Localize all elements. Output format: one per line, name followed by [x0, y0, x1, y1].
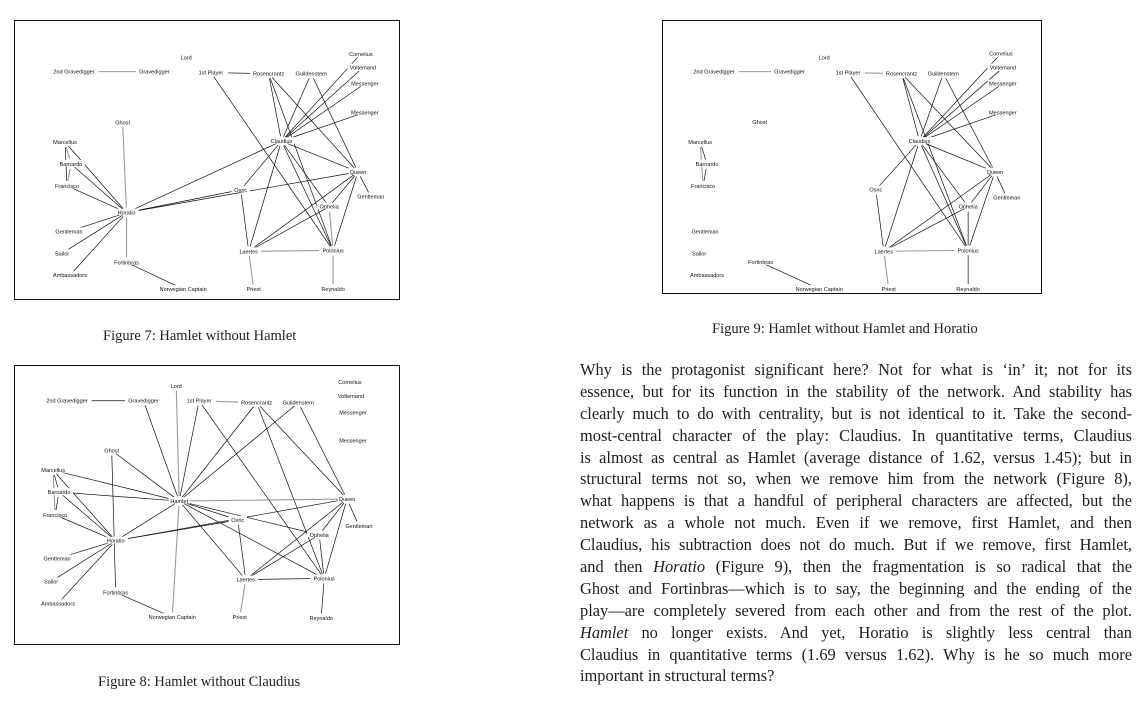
node-label: Reynaldo — [956, 287, 980, 293]
node-label: Sailor — [54, 251, 70, 258]
network-edge — [284, 146, 331, 246]
node-label: Francisco — [691, 183, 716, 190]
node-label: Polonius — [322, 248, 344, 255]
node-label: Priest — [881, 287, 896, 293]
node-label: Barnardo — [695, 161, 719, 168]
network-edge — [183, 406, 294, 498]
network-edge — [54, 475, 57, 487]
network-edge — [250, 537, 315, 577]
node-label: Ambassadors — [690, 273, 725, 280]
node-label: Hamlet — [170, 499, 188, 506]
node-label: Gentleman — [345, 523, 373, 530]
network-edge — [253, 209, 325, 249]
node-label: Barnardo — [59, 161, 83, 168]
network-edge — [924, 114, 998, 140]
network-graph — [15, 21, 399, 299]
node-label: Reynaldo — [321, 287, 345, 294]
network-edge — [272, 77, 355, 168]
network-edge — [269, 78, 280, 136]
network-edge — [241, 584, 245, 612]
node-label: Francisco — [54, 183, 80, 190]
network-edge — [60, 517, 111, 539]
node-label: Ophelia — [309, 532, 329, 539]
node-label: Ambassadors — [41, 601, 76, 608]
network-edge — [284, 145, 326, 202]
network-edge — [922, 146, 967, 246]
text-line: structural terms not so, when we remove him from the network (Figure 8), — [580, 469, 1132, 489]
node-label: Ophelia — [958, 204, 978, 211]
node-label: Gravedigger — [139, 69, 170, 76]
node-label: Ambassadors — [53, 273, 87, 280]
text-line: important in structural terms? — [580, 666, 775, 686]
network-edge — [241, 195, 248, 247]
node-label: Messenger — [351, 81, 379, 88]
node-label: 2nd Gravedigger — [53, 69, 95, 76]
network-edge — [923, 57, 998, 137]
text-line: what happens is that a handful of peripheral characters are affected, but the — [580, 491, 1132, 511]
network-edge — [270, 78, 331, 245]
network-edge — [64, 492, 174, 500]
text-line: is almost as central as Hamlet (average distance of 1.62, versus 1.45); but in — [580, 447, 1132, 467]
node-label: Messenger — [989, 110, 1017, 117]
figure-9-network — [662, 20, 1042, 294]
network-edge — [322, 503, 344, 531]
figure-7-network — [14, 20, 400, 300]
network-edge — [286, 143, 353, 170]
network-edge — [131, 191, 235, 212]
figure-9-caption: Figure 9: Hamlet without Hamlet and Horatio — [712, 321, 978, 337]
node-label: 1st Player — [186, 398, 212, 405]
network-edge — [112, 455, 116, 587]
network-edge — [330, 212, 333, 246]
network-edge — [888, 209, 964, 249]
text-line: and then Horatio (Figure 9), then the fragmentation is so radical that the — [580, 557, 1132, 577]
network-edge — [184, 502, 314, 533]
node-label: Claudius — [270, 139, 293, 146]
node-label: Lord — [180, 55, 192, 62]
text-line: Ghost and Fortinbras—which is to say, the beginning and the ending of the — [580, 578, 1132, 598]
node-label: Queen — [349, 169, 367, 176]
node-label: Laertes — [239, 249, 258, 256]
network-graph — [15, 366, 399, 644]
network-edge — [924, 86, 999, 138]
network-edge — [66, 147, 69, 159]
network-edge — [349, 504, 357, 522]
network-edge — [244, 145, 278, 186]
node-label: Horatio — [106, 538, 125, 545]
text-line: essence, but for its function in the stability of the network. And stability has — [580, 381, 1132, 401]
node-label: Laertes — [236, 577, 255, 584]
text-line: clearly much to do with centrality, but is not identical to it. Take the second- — [580, 403, 1132, 423]
network-edge — [322, 583, 324, 613]
figure-8-caption: Figure 8: Hamlet without Claudius — [98, 674, 301, 690]
text-line: network as a whole not much. Even if we remove, first Hamlet, and then — [580, 513, 1132, 533]
text-line: Claudius in quantitative terms (1.69 versus 1.62). Why is he so much more — [580, 644, 1132, 664]
node-label: Osric — [869, 187, 883, 194]
network-edge — [131, 143, 277, 210]
node-label: Cornelius — [349, 51, 373, 58]
figure-8-network — [14, 365, 400, 645]
node-label: 1st Player — [198, 70, 224, 77]
network-edge — [702, 147, 706, 159]
network-edge — [254, 250, 328, 251]
node-label: Lord — [818, 55, 830, 62]
node-label: Norwegian Captain — [159, 287, 207, 294]
node-label: Fortinbras — [103, 590, 129, 597]
node-label: Cornelius — [338, 379, 362, 386]
node-label: Francisco — [43, 512, 68, 519]
node-label: Ghost — [115, 120, 131, 127]
node-label: Polonius — [957, 248, 979, 255]
node-label: Norwegian Captain — [148, 615, 196, 622]
node-label: Gentleman — [691, 229, 719, 236]
node-label: Gentleman — [993, 195, 1021, 202]
network-edge — [285, 57, 358, 137]
node-label: Sailor — [692, 251, 707, 258]
network-edge — [260, 406, 344, 495]
node-label: Marcellus — [688, 140, 712, 147]
node-label: Rosencrantz — [886, 71, 918, 78]
node-label: Gentleman — [43, 556, 71, 563]
node-label: Rosencrantz — [252, 71, 285, 78]
network-edge — [250, 502, 343, 576]
network-edge — [704, 169, 706, 181]
node-label: Lord — [170, 383, 182, 390]
text-line: play—are completely severed from each other and from the rest of the plot. — [580, 600, 1132, 620]
node-label: Voltemand — [349, 65, 376, 72]
node-label: Voltemand — [989, 65, 1016, 72]
network-edge — [922, 145, 965, 203]
text-line: Claudius, his subtraction does not do much. But if we remove, first Hamlet, — [580, 535, 1132, 555]
text-line: most-central character of the play: Claudius. In quantitative terms, Claudius — [580, 425, 1132, 445]
network-edge — [286, 86, 361, 138]
node-label: Marcellus — [41, 468, 65, 475]
network-edge — [184, 499, 342, 501]
network-edge — [946, 78, 993, 167]
node-label: Claudius — [908, 139, 931, 146]
network-edge — [889, 250, 963, 251]
text-line: Why is the protagonist significant here? Not for what is ‘in’ it; not for its — [580, 360, 1132, 379]
node-label: Guildenstern — [927, 71, 960, 78]
node-label: Barnardo — [47, 490, 71, 497]
node-label: Queen — [338, 497, 356, 504]
network-edge — [360, 176, 368, 192]
body-paragraph — [580, 359, 1132, 687]
node-label: Ophelia — [319, 204, 339, 211]
network-graph — [663, 21, 1041, 293]
node-label: Norwegian Captain — [795, 287, 843, 293]
network-edge — [876, 195, 883, 247]
node-label: Gentleman — [55, 229, 83, 236]
network-edge — [131, 264, 179, 287]
node-label: Fortinbras — [114, 260, 140, 267]
network-edge — [56, 497, 58, 510]
network-edge — [997, 176, 1005, 193]
network-edge — [301, 407, 345, 494]
node-label: Messenger — [339, 410, 367, 417]
node-label: Osric — [234, 187, 248, 194]
network-edge — [905, 77, 991, 168]
network-edge — [68, 146, 123, 209]
network-edge — [145, 405, 177, 496]
network-edge — [176, 391, 179, 496]
node-label: Ghost — [104, 448, 120, 455]
network-edge — [765, 264, 815, 287]
network-edge — [238, 525, 245, 575]
node-label: Gravedigger — [128, 398, 159, 405]
node-label: Sailor — [44, 579, 59, 586]
node-label: Messenger — [339, 438, 367, 445]
network-edge — [182, 505, 245, 576]
figure-7-caption: Figure 7: Hamlet without Hamlet — [103, 328, 297, 344]
network-edge — [884, 256, 888, 284]
network-edge — [851, 77, 966, 246]
node-label: Fortinbras — [748, 260, 774, 267]
network-edge — [120, 594, 168, 615]
node-label: Polonius — [313, 576, 335, 583]
node-label: Queen — [986, 169, 1004, 176]
node-label: Messenger — [989, 81, 1017, 88]
node-label: Priest — [246, 287, 261, 294]
node-label: Gravedigger — [774, 69, 805, 76]
network-edge — [182, 407, 253, 497]
node-label: Cornelius — [989, 51, 1013, 58]
node-label: Guildenstern — [282, 400, 315, 407]
network-edge — [123, 127, 127, 207]
network-edge — [251, 579, 320, 580]
node-label: Laertes — [874, 249, 894, 256]
node-label: Reynaldo — [309, 616, 333, 623]
network-edge — [180, 406, 198, 497]
node-label: Gentleman — [357, 194, 385, 201]
text-line: Hamlet no longer exists. And yet, Horatio is slightly less central than — [580, 622, 1132, 642]
node-label: 2nd Gravedigger — [693, 69, 735, 76]
node-label: Marcellus — [53, 140, 77, 147]
node-label: Horatio — [117, 210, 136, 217]
node-label: Priest — [232, 615, 247, 622]
network-edge — [332, 176, 354, 203]
node-label: Ghost — [752, 120, 768, 127]
node-label: Osric — [231, 517, 245, 524]
network-edge — [249, 256, 253, 284]
node-label: 1st Player — [835, 70, 861, 77]
node-label: Messenger — [351, 110, 379, 117]
network-edge — [173, 506, 179, 612]
node-label: Guildenstern — [295, 71, 327, 78]
network-edge — [120, 504, 175, 538]
network-edge — [68, 169, 70, 181]
node-label: Voltemand — [337, 393, 365, 400]
node-label: 2nd Gravedigger — [46, 398, 88, 405]
node-label: Rosencrantz — [241, 400, 273, 407]
network-edge — [116, 453, 176, 498]
network-edge — [903, 78, 918, 136]
network-edge — [184, 503, 233, 519]
network-edge — [214, 77, 330, 247]
